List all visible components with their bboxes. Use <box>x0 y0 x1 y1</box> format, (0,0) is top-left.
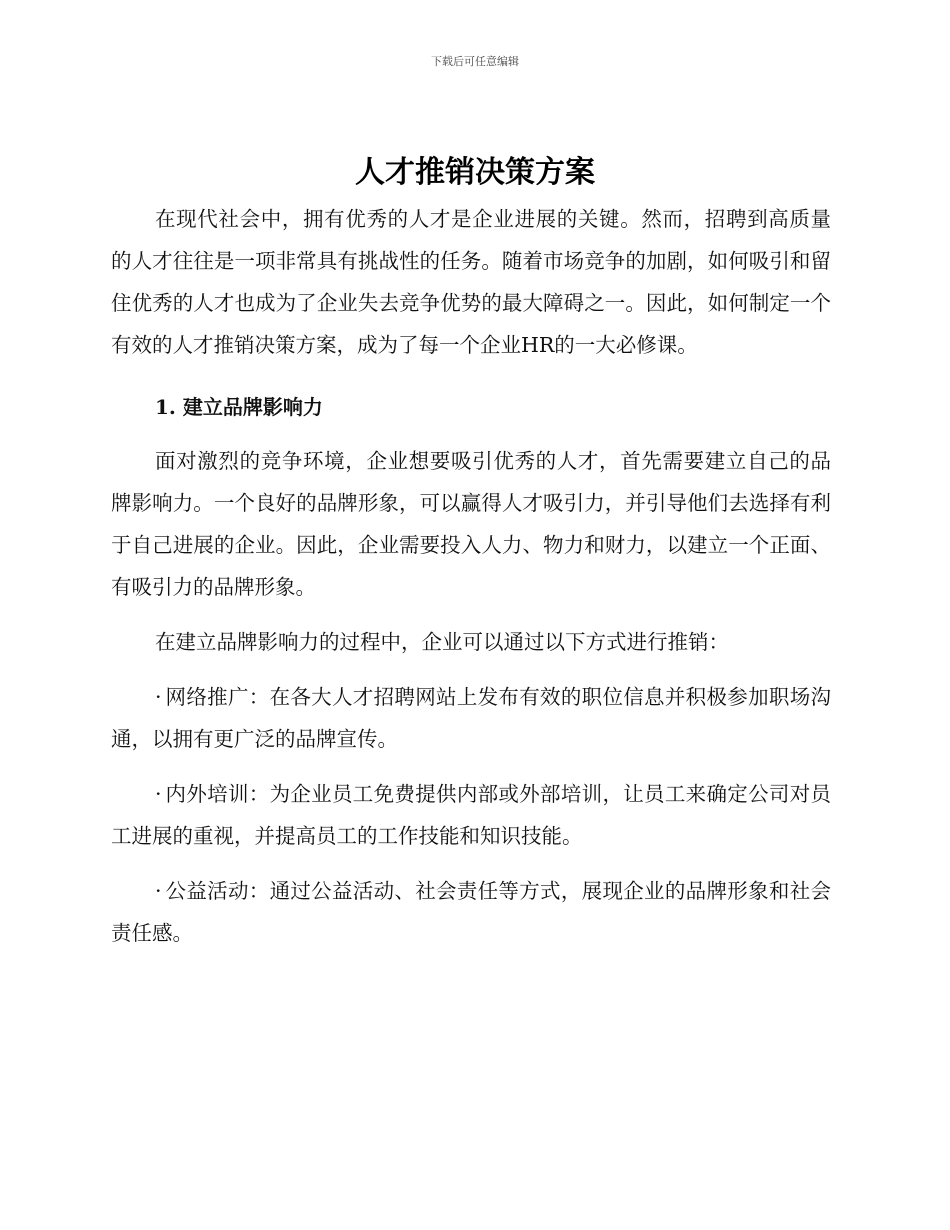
document-title: 人才推销决策方案 <box>355 155 595 190</box>
bullet-item-training <box>111 773 831 857</box>
page-header-note: 下载后可任意编辑 <box>431 55 519 68</box>
bullet-marker: · <box>155 879 162 903</box>
bullet-text: 公益活动：通过公益活动、社会责任等方式，展现企业的品牌形象和社会责任感。 <box>111 879 831 945</box>
bullet-item-public-welfare <box>111 870 831 954</box>
document-body <box>111 198 831 954</box>
intro-paragraph: 在现代社会中，拥有优秀的人才是企业进展的关键。然而，招聘到高质量的人才往往是一项非常具有挑战性的任务。随着市场竞争的加剧，如何吸引和留住优秀的人才也成为了企业失去竞争优势的最大障碍之一。因此，如何制定一个有效的人才推销决策方案，成为了每一个企业HR的一大必修课。 <box>111 207 831 357</box>
bullet-text: 内外培训：为企业员工免费提供内部或外部培训，让员工来确定公司对员工进展的重视，并提高员工的工作技能和知识技能。 <box>111 782 831 848</box>
section-heading: 1. 建立品牌影响力 <box>155 395 323 419</box>
bullet-item-online-promotion <box>111 676 831 760</box>
section-paragraph-2: 在建立品牌影响力的过程中，企业可以通过以下方式进行推销： <box>155 630 729 654</box>
bullet-text: 网络推广：在各大人才招聘网站上发布有效的职位信息并积极参加职场沟通，以拥有更广泛的品牌宣传。 <box>111 685 831 751</box>
bullet-marker: · <box>155 782 162 806</box>
bullet-marker: · <box>155 685 162 709</box>
section-paragraph-1: 面对激烈的竞争环境，企业想要吸引优秀的人才，首先需要建立自己的品牌影响力。一个良好的品牌形象，可以赢得人才吸引力，并引导他们去选择有利于自己进展的企业。因此，企业需要投入人力、物力和财力，以建立一个正面、有吸引力的品牌形象。 <box>111 449 831 599</box>
